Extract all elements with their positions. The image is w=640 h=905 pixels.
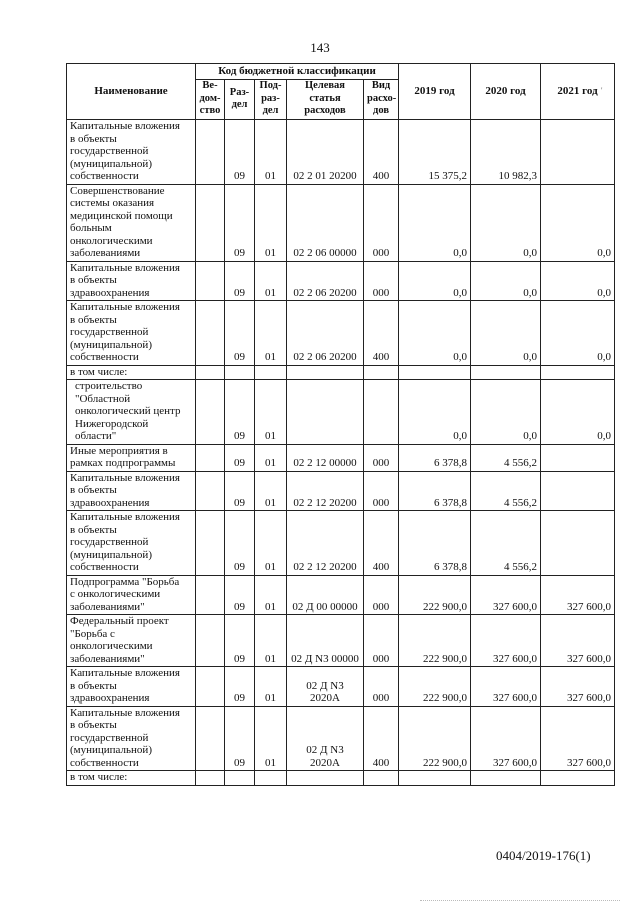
cell-2021 [541, 365, 615, 380]
cell-podrazdel: 01 [255, 184, 287, 261]
cell-razdel: 09 [225, 615, 255, 667]
cell-2019: 222 900,0 [399, 615, 471, 667]
cell-2019: 6 378,8 [399, 471, 471, 511]
table-row [67, 667, 615, 707]
cell-podrazdel: 01 [255, 444, 287, 471]
cell-2019: 6 378,8 [399, 511, 471, 576]
table-row [67, 575, 615, 615]
cell-vedomstvo [196, 615, 225, 667]
cell-2021: 0,0 [541, 301, 615, 366]
cell-name: Иные мероприятия в рамках подпрограммы [67, 444, 196, 471]
cell-2020: 327 600,0 [471, 706, 541, 771]
cell-name: Капитальные вложения в объекты здравоохранения [67, 667, 196, 707]
budget-table [66, 63, 615, 786]
cell-2019: 0,0 [399, 184, 471, 261]
cell-2021 [541, 771, 615, 786]
cell-vedomstvo [196, 575, 225, 615]
cell-vid: 400 [364, 120, 399, 185]
cell-name: Капитальные вложения в объекты здравоохранения [67, 261, 196, 301]
cell-vid: 000 [364, 667, 399, 707]
cell-razdel: 09 [225, 120, 255, 185]
cell-podrazdel: 01 [255, 120, 287, 185]
cell-name: Капитальные вложения в объекты государственной (муниципальной) собственности [67, 511, 196, 576]
cell-vedomstvo [196, 301, 225, 366]
cell-2020: 327 600,0 [471, 667, 541, 707]
cell-vid: 400 [364, 706, 399, 771]
cell-podrazdel: 01 [255, 511, 287, 576]
table-row [67, 301, 615, 366]
cell-2020: 10 982,3 [471, 120, 541, 185]
corner-mark: ' [601, 86, 603, 95]
cell-name: Подпрограмма "Борьба с онкологическими заболеваниями" [67, 575, 196, 615]
cell-vid: 000 [364, 184, 399, 261]
header-razdel: Раз- дел [225, 80, 255, 120]
header-name: Наименование [67, 64, 196, 120]
table-row [67, 471, 615, 511]
cell-vid [364, 771, 399, 786]
cell-2020 [471, 771, 541, 786]
cell-2019: 222 900,0 [399, 706, 471, 771]
header-target: Целевая статья расходов [287, 80, 364, 120]
cell-2021: 327 600,0 [541, 615, 615, 667]
cell-podrazdel [255, 771, 287, 786]
cell-2021: 0,0 [541, 261, 615, 301]
cell-podrazdel: 01 [255, 380, 287, 445]
table-row [67, 365, 615, 380]
header-2020: 2020 год [471, 64, 541, 120]
table-row [67, 771, 615, 786]
cell-target: 02 2 12 00000 [287, 444, 364, 471]
cell-podrazdel: 01 [255, 615, 287, 667]
cell-razdel [225, 771, 255, 786]
cell-podrazdel: 01 [255, 706, 287, 771]
cell-2019: 222 900,0 [399, 575, 471, 615]
cell-2021: 327 600,0 [541, 667, 615, 707]
cell-podrazdel: 01 [255, 575, 287, 615]
cell-podrazdel: 01 [255, 261, 287, 301]
cell-2019: 15 375,2 [399, 120, 471, 185]
cell-2020: 4 556,2 [471, 511, 541, 576]
cell-razdel: 09 [225, 301, 255, 366]
cell-target [287, 771, 364, 786]
footer-document-code: 0404/2019-176(1) [496, 848, 591, 863]
cell-vedomstvo [196, 706, 225, 771]
cell-2021 [541, 471, 615, 511]
cell-razdel: 09 [225, 471, 255, 511]
cell-razdel: 09 [225, 667, 255, 707]
cell-razdel: 09 [225, 511, 255, 576]
cell-2020: 0,0 [471, 380, 541, 445]
cell-razdel [225, 365, 255, 380]
cell-2021: 327 600,0 [541, 575, 615, 615]
cell-2020: 0,0 [471, 261, 541, 301]
cell-vid [364, 380, 399, 445]
cell-2019 [399, 365, 471, 380]
cell-razdel: 09 [225, 706, 255, 771]
cell-vid: 000 [364, 575, 399, 615]
table-row [67, 261, 615, 301]
cell-podrazdel: 01 [255, 301, 287, 366]
table-header [67, 64, 615, 120]
cell-name: Капитальные вложения в объекты государственной (муниципальной) собственности [67, 120, 196, 185]
cell-2020: 0,0 [471, 184, 541, 261]
cell-target: 02 Д N3 2020A [287, 667, 364, 707]
cell-target: 02 Д 00 00000 [287, 575, 364, 615]
cell-vid [364, 365, 399, 380]
cell-2021: 0,0 [541, 184, 615, 261]
cell-name: Совершенствование системы оказания медицинской помощи больным онкологическими заболеваниями [67, 184, 196, 261]
cell-vid: 000 [364, 261, 399, 301]
cell-razdel: 09 [225, 380, 255, 445]
table-row [67, 615, 615, 667]
page-number: 143 [310, 40, 330, 55]
cell-vedomstvo [196, 471, 225, 511]
cell-razdel: 09 [225, 261, 255, 301]
cell-name: Капитальные вложения в объекты государственной (муниципальной) собственности [67, 301, 196, 366]
cell-name: в том числе: [67, 771, 196, 786]
bottom-scan-trace [420, 900, 620, 903]
cell-vid: 400 [364, 301, 399, 366]
cell-vid: 400 [364, 511, 399, 576]
table-row [67, 706, 615, 771]
header-vedomstvo: Ве- дом- ство [196, 80, 225, 120]
cell-target: 02 2 06 00000 [287, 184, 364, 261]
cell-vid: 000 [364, 471, 399, 511]
cell-2020: 327 600,0 [471, 575, 541, 615]
cell-vedomstvo [196, 380, 225, 445]
cell-vedomstvo [196, 444, 225, 471]
cell-2021: 0,0 [541, 380, 615, 445]
cell-podrazdel: 01 [255, 471, 287, 511]
cell-vedomstvo [196, 667, 225, 707]
cell-2021 [541, 511, 615, 576]
cell-podrazdel: 01 [255, 667, 287, 707]
header-podrazdel: Под- раз- дел [255, 80, 287, 120]
cell-podrazdel [255, 365, 287, 380]
header-2021: 2021 год [541, 64, 615, 120]
header-classification: Код бюджетной классификации [196, 64, 399, 80]
cell-2021: 327 600,0 [541, 706, 615, 771]
cell-target: 02 Д N3 00000 [287, 615, 364, 667]
cell-vid: 000 [364, 444, 399, 471]
cell-2021 [541, 444, 615, 471]
cell-target [287, 380, 364, 445]
cell-target: 02 2 01 20200 [287, 120, 364, 185]
cell-vedomstvo [196, 771, 225, 786]
cell-name: Капитальные вложения в объекты здравоохранения [67, 471, 196, 511]
table-body [67, 120, 615, 786]
cell-target: 02 Д N3 2020A [287, 706, 364, 771]
table-row [67, 444, 615, 471]
cell-name: Федеральный проект "Борьба с онкологическими заболеваниями" [67, 615, 196, 667]
table-row [67, 184, 615, 261]
cell-razdel: 09 [225, 575, 255, 615]
cell-vedomstvo [196, 511, 225, 576]
cell-2019: 0,0 [399, 261, 471, 301]
cell-vedomstvo [196, 120, 225, 185]
cell-2020: 4 556,2 [471, 444, 541, 471]
cell-name: Капитальные вложения в объекты государственной (муниципальной) собственности [67, 706, 196, 771]
table-row [67, 380, 615, 445]
cell-2019: 222 900,0 [399, 667, 471, 707]
cell-2019: 6 378,8 [399, 444, 471, 471]
cell-2021 [541, 120, 615, 185]
table-row [67, 120, 615, 185]
header-2019: 2019 год [399, 64, 471, 120]
cell-2019: 0,0 [399, 380, 471, 445]
cell-vid: 000 [364, 615, 399, 667]
cell-target: 02 2 12 20200 [287, 511, 364, 576]
cell-razdel: 09 [225, 444, 255, 471]
table-row [67, 511, 615, 576]
cell-2020: 327 600,0 [471, 615, 541, 667]
cell-name: в том числе: [67, 365, 196, 380]
cell-target: 02 2 06 20200 [287, 301, 364, 366]
cell-2019 [399, 771, 471, 786]
cell-vedomstvo [196, 184, 225, 261]
cell-target: 02 2 06 20200 [287, 261, 364, 301]
cell-target: 02 2 12 20200 [287, 471, 364, 511]
cell-2019: 0,0 [399, 301, 471, 366]
cell-razdel: 09 [225, 184, 255, 261]
cell-vedomstvo [196, 261, 225, 301]
cell-2020: 0,0 [471, 301, 541, 366]
header-vid: Вид расхо- дов [364, 80, 399, 120]
cell-vedomstvo [196, 365, 225, 380]
cell-2020: 4 556,2 [471, 471, 541, 511]
cell-target [287, 365, 364, 380]
cell-name: строительство "Областной онкологический центр Нижегородской области" [67, 380, 196, 445]
cell-2020 [471, 365, 541, 380]
